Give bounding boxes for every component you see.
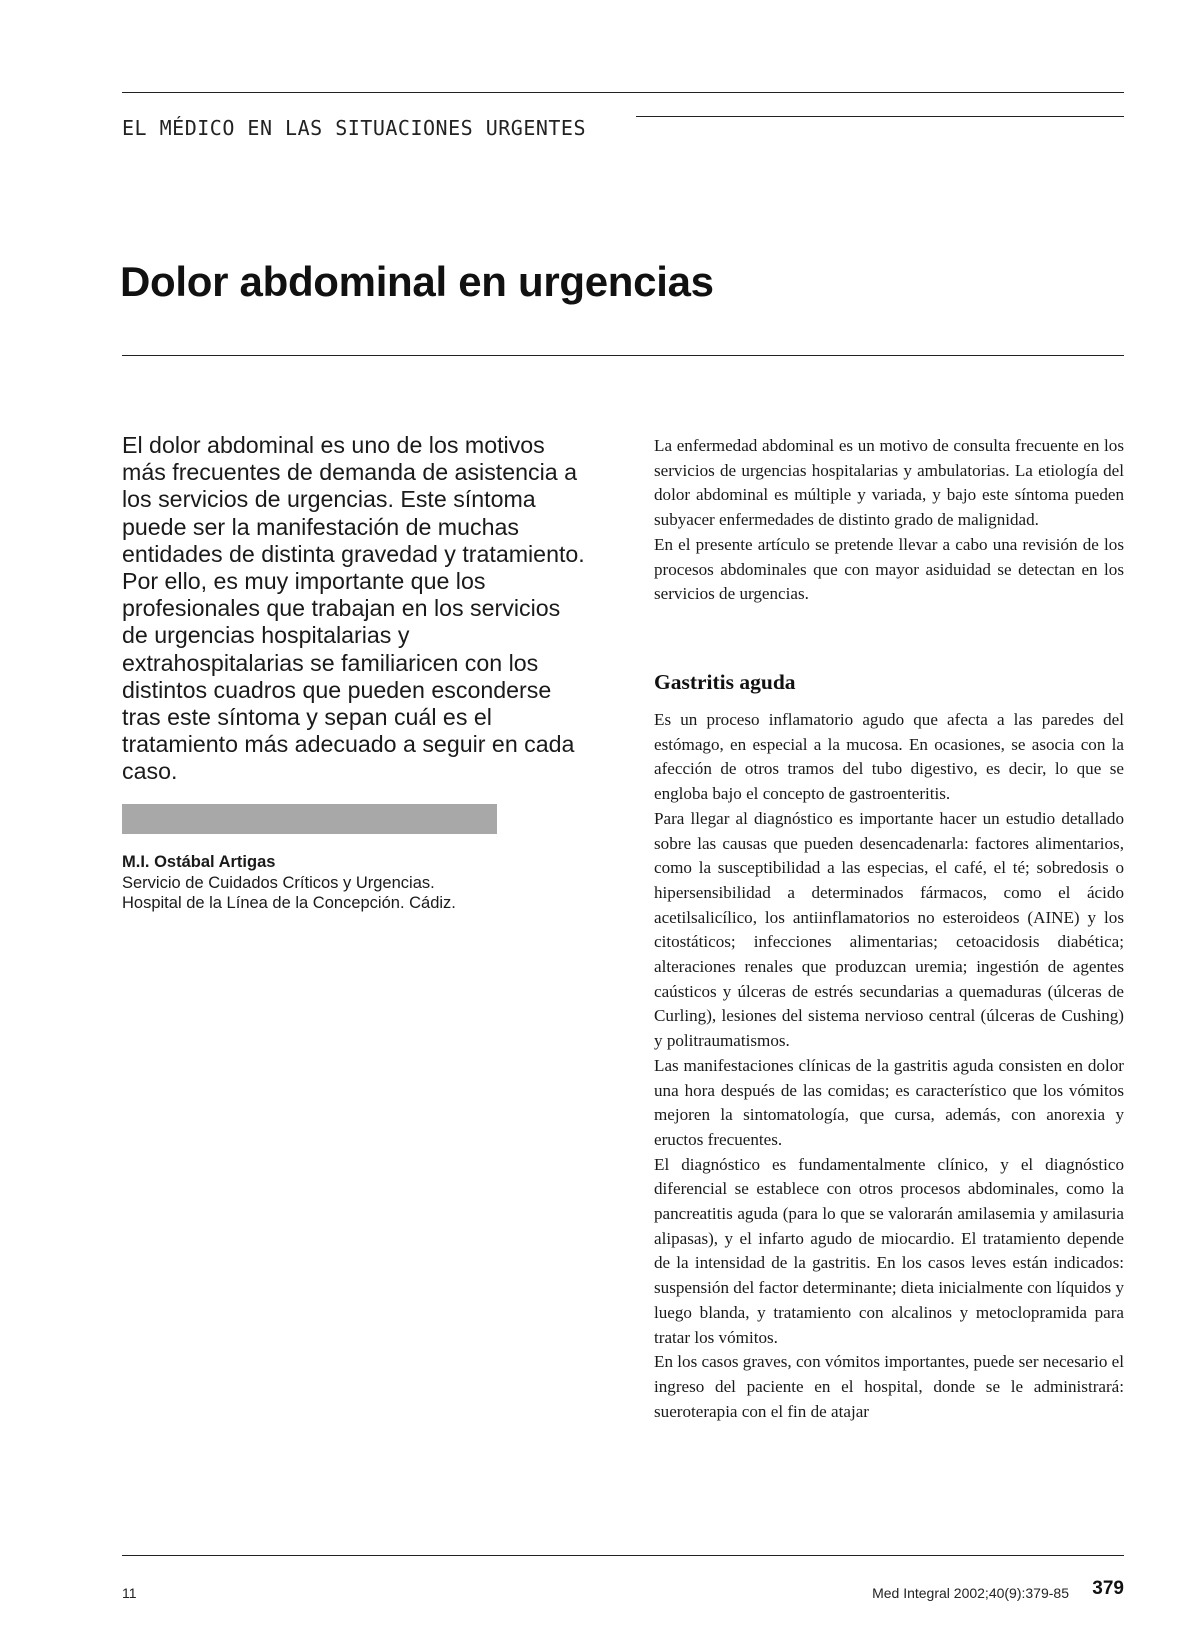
journal-citation: Med Integral 2002;40(9):379-85 <box>872 1585 1069 1601</box>
abstract: El dolor abdominal es uno de los motivos más frecuentes de demanda de asistencia a los servicios de urgencias. Este síntoma puede ser la manifestación de muchas entidades de distinta gravedad y tratamiento. Por ello, es muy importante que los profesionales que trabajan en los servicios de urgencias hospitalarias y extrahospitalarias se familiaricen con los distintos cuadros que pueden esconderse tras este síntoma y sepan cuál es el tratamiento más adecuado a seguir en cada caso. <box>122 432 585 785</box>
section-heading: Gastritis aguda <box>654 670 796 694</box>
author-name: M.I. Ostábal Artigas <box>122 853 276 871</box>
body-paragraph: El diagnóstico es fundamentalmente clínico, y el diagnóstico diferencial se establece con otros procesos abdominales, como la pancreatitis aguda (para lo que se valorarán amilasemia y amilasuria alipasas), y el infarto agudo de miocardio. El tratamiento depende de la intensidad de la gastritis. En los casos leves están indicados: suspensión del factor determinante; dieta inicialmente con líquidos y luego blanda, y tratamiento con alcalinos y metoclopramida para tratar los vómitos. <box>654 1154 1124 1347</box>
footer-rule <box>122 1555 1124 1556</box>
body-paragraph: En los casos graves, con vómitos importantes, puede ser necesario el ingreso del paciente en el hospital, donde se le administrará: sueroterapia con el fin de atajar <box>654 1352 1124 1421</box>
intro-paragraph: La enfermedad abdominal es un motivo de consulta frecuente en los servicios de urgencias hospitalarias y ambulatorias. La etiología del dolor abdominal es múltiple y variada, y bajo este síntoma pueden subyacer enfermedades de distinto grado de malignidad. <box>654 436 1124 530</box>
body-paragraph: Las manifestaciones clínicas de la gastritis aguda consisten en dolor una hora después de las comidas; es característico que los vómitos mejoren la sintomatología, que cursa, además, con anorexia y eructos frecuentes. <box>654 1055 1124 1149</box>
intro-paragraph: En el presente artículo se pretende llevar a cabo una revisión de los procesos abdominales que con mayor asiduidad se detectan en los servicios de urgencias. <box>654 534 1124 604</box>
author-affiliation-hospital: Hospital de la Línea de la Concepción. Cádiz. <box>122 894 456 912</box>
body-paragraph: Para llegar al diagnóstico es importante hacer un estudio detallado sobre las causas que pueden desencadenarla: factores alimentarios, como la susceptibilidad a las especias, el café, el té; sobredosis o hipersensibilidad a determinados fármacos, como el ácido acetilsalicílico, los antiinflamatorios no esteroideos (AINE) y los citostáticos; infecciones alimentarias; cetoacidosis diabética; alteraciones renales que produzcan uremia; ingestión de agentes caústicos y úlceras de estrés secundarias a quemaduras (úlceras de Curling), lesiones del sistema nervioso central (úlceras de Cushing) y politraumatismos. <box>654 808 1124 1051</box>
article-title: Dolor abdominal en urgencias <box>120 258 714 305</box>
section-label: EL MÉDICO EN LAS SITUACIONES URGENTES <box>122 116 587 140</box>
section-text <box>654 708 1124 1424</box>
folio-number: 11 <box>122 1585 137 1601</box>
intro-text <box>654 434 1124 607</box>
title-rule <box>122 355 1124 356</box>
author-affiliation-service: Servicio de Cuidados Críticos y Urgencias. <box>122 873 435 892</box>
page-number: 379 <box>1092 1578 1124 1599</box>
separator-bar <box>122 804 497 834</box>
top-rule <box>122 92 1124 93</box>
body-paragraph: Es un proceso inflamatorio agudo que afecta a las paredes del estómago, en especial a la mucosa. En ocasiones, se asocia con la afección de otros tramos del tubo digestivo, es decir, lo que se engloba bajo el concepto de gastroenteritis. <box>654 710 1124 804</box>
header-rule <box>636 116 1124 117</box>
author-block <box>122 852 592 914</box>
